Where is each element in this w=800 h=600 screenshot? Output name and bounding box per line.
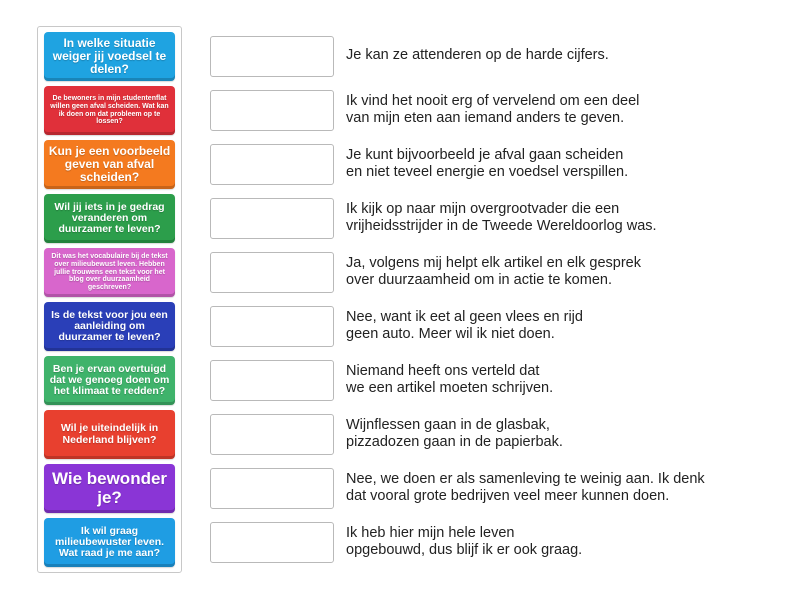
draggable-tile-10[interactable] [44, 518, 175, 567]
answer-text-5: Ja, volgens mij helpt elk artikel en elk gesprek over duurzaamheid om in actie te komen. [346, 255, 641, 288]
draggable-tile-6[interactable] [44, 302, 175, 351]
drop-slot-3[interactable] [210, 144, 334, 185]
drop-slot-8[interactable] [210, 414, 334, 455]
draggable-tile-8[interactable] [44, 410, 175, 459]
tile-label: Wil jij iets in je gedrag veranderen om duurzamer te leven? [54, 200, 165, 236]
drop-slot-9[interactable] [210, 468, 334, 509]
drop-slot-2[interactable] [210, 90, 334, 131]
drop-slot-10[interactable] [210, 522, 334, 563]
answer-text-4: Ik kijk op naar mijn overgrootvader die een vrijheidsstrijder in de Tweede Wereldoorlog was. [346, 201, 657, 234]
tile-label: Ben je ervan overtuigd dat we genoeg doen om het klimaat te redden? [49, 362, 170, 398]
draggable-tile-7[interactable] [44, 356, 175, 405]
tile-label: De bewoners in mijn studentenflat willen geen afval scheiden. Wat kan ik doen om dat probleem op te lossen? [50, 95, 169, 126]
draggable-tile-2[interactable] [44, 86, 175, 135]
answer-text-3: Je kunt bijvoorbeeld je afval gaan scheiden en niet teveel energie en voedsel verspillen. [346, 147, 629, 180]
tile-label: Ik wil graag milieubewuster leven. Wat raad je me aan? [54, 524, 165, 560]
tile-label: Wie bewonder je? [51, 468, 168, 507]
drop-slot-7[interactable] [210, 360, 334, 401]
answer-text-9: Nee, we doen er als samenleving te weinig aan. Ik denk dat vooral grote bedrijven veel meer kunnen doen. [346, 471, 705, 504]
answer-text-6: Nee, want ik eet al geen vlees en rijd geen auto. Meer wil ik niet doen. [346, 309, 583, 342]
answer-text-2: Ik vind het nooit erg of vervelend om een deel van mijn eten aan iemand anders te geven. [346, 93, 640, 126]
draggable-tile-5[interactable] [44, 248, 175, 297]
draggable-tile-1[interactable] [44, 32, 175, 81]
draggable-tile-3[interactable] [44, 140, 175, 189]
drop-slot-4[interactable] [210, 198, 334, 239]
tile-bank [37, 26, 182, 573]
tile-label: Wil je uiteindelijk in Nederland blijven? [60, 422, 159, 446]
tile-label: Is de tekst voor jou een aanleiding om duurzamer te leven? [51, 308, 168, 344]
drop-slot-5[interactable] [210, 252, 334, 293]
answer-text-8: Wijnflessen gaan in de glasbak, pizzadozen gaan in de papierbak. [346, 417, 563, 450]
tile-label: Kun je een voorbeeld geven van afval scheiden? [48, 144, 171, 184]
draggable-tile-9[interactable] [44, 464, 175, 513]
answer-text-7: Niemand heeft ons verteld dat we een artikel moeten schrijven. [346, 363, 554, 396]
answer-text-10: Ik heb hier mijn hele leven opgebouwd, dus blijf ik er ook graag. [346, 525, 583, 558]
tile-label: Dit was het vocabulaire bij de tekst over milieubewust leven. Hebben jullie trouwens een tekst voor het blog over duurzaamheid geschreven? [51, 253, 168, 292]
draggable-tile-4[interactable] [44, 194, 175, 243]
answer-text-1: Je kan ze attenderen op de harde cijfers. [346, 47, 609, 63]
drop-slot-1[interactable] [210, 36, 334, 77]
drop-slot-6[interactable] [210, 306, 334, 347]
tile-label: In welke situatie weiger jij voedsel te delen? [52, 36, 167, 76]
